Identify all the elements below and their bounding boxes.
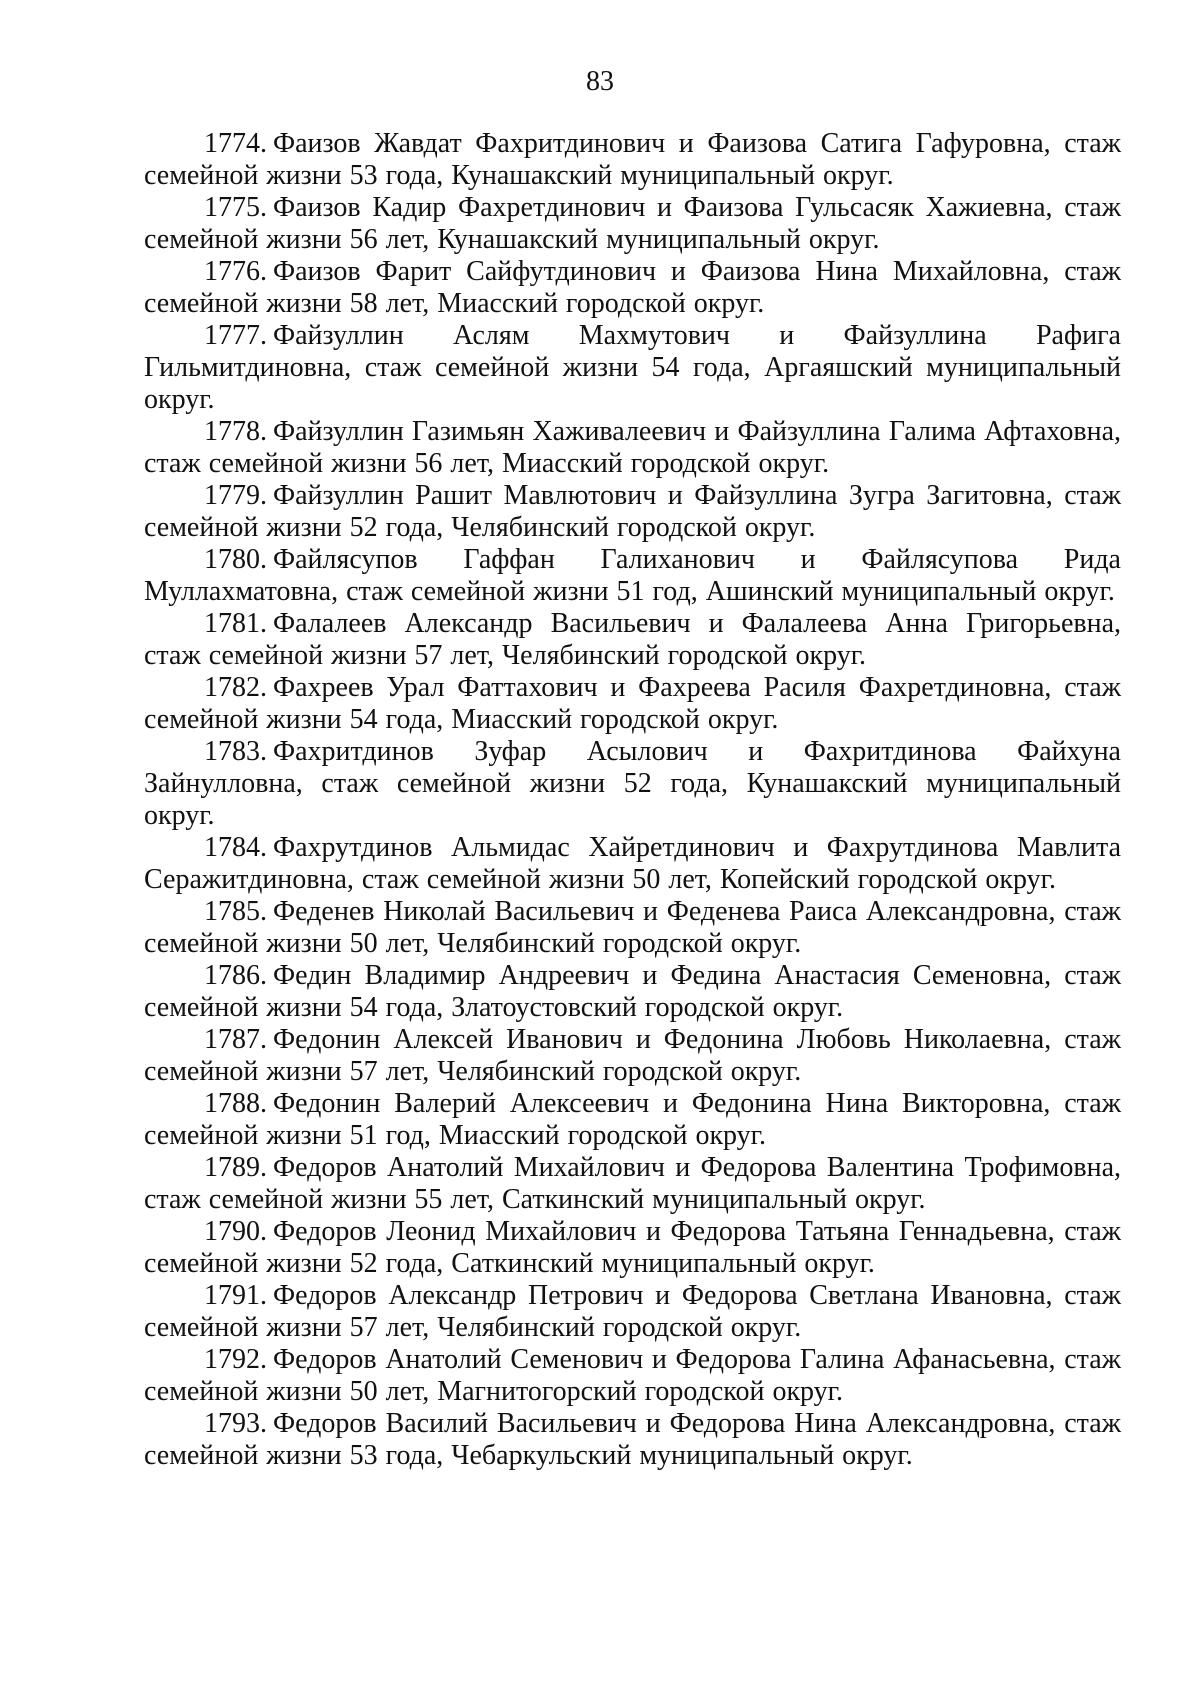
entry-number: 1786. [204, 960, 267, 991]
list-item [144, 1344, 1121, 1408]
entry-number: 1779. [204, 480, 267, 511]
entry-list [144, 128, 1121, 1472]
list-item [144, 128, 1121, 192]
list-item [144, 1024, 1121, 1088]
entry-number: 1793. [204, 1408, 267, 1439]
entry-text: Федоров Леонид Михайлович и Федорова Татьяна Геннадьевна, стаж семейной жизни 52 года, Саткинский муниципальный округ. [144, 1216, 1121, 1279]
entry-text: Файзуллин Газимьян Хаживалеевич и Файзуллина Галима Афтаховна, стаж семейной жизни 56 лет, Миасский городской округ. [144, 416, 1121, 479]
list-item [144, 256, 1121, 320]
entry-text: Фаизов Кадир Фахретдинович и Фаизова Гульсасяк Хажиевна, стаж семейной жизни 56 лет, Кунашакский муниципальный округ. [144, 192, 1121, 255]
entry-text: Фахрутдинов Альмидас Хайретдинович и Фахрутдинова Мавлита Серажитдиновна, стаж семейной жизни 50 лет, Копейский городской округ. [144, 832, 1121, 895]
entry-text: Федоров Василий Васильевич и Федорова Нина Александровна, стаж семейной жизни 53 года, Чебаркульский муниципальный округ. [144, 1408, 1121, 1471]
entry-number: 1777. [204, 320, 267, 351]
list-item [144, 544, 1121, 608]
list-item [144, 1216, 1121, 1280]
entry-number: 1791. [204, 1280, 267, 1311]
list-item [144, 480, 1121, 544]
entry-number: 1789. [204, 1152, 267, 1183]
entry-number: 1783. [204, 736, 267, 767]
list-item [144, 1280, 1121, 1344]
entry-number: 1787. [204, 1024, 267, 1055]
entry-text: Фалалеев Александр Васильевич и Фалалеева Анна Григорьевна, стаж семейной жизни 57 лет, Челябинский городской округ. [144, 608, 1121, 671]
entry-number: 1774. [204, 128, 267, 159]
entry-number: 1775. [204, 192, 267, 223]
entry-text: Фаизов Жавдат Фахритдинович и Фаизова Сатига Гафуровна, стаж семейной жизни 53 года, Кунашакский муниципальный округ. [144, 128, 1121, 191]
entry-text: Федонин Валерий Алексеевич и Федонина Нина Викторовна, стаж семейной жизни 51 год, Миасский городской округ. [144, 1088, 1121, 1151]
list-item [144, 608, 1121, 672]
entry-number: 1776. [204, 256, 267, 287]
entry-text: Файлясупов Гаффан Галиханович и Файлясупова Рида Муллахматовна, стаж семейной жизни 51 год, Ашинский муниципальный округ. [144, 544, 1121, 607]
entry-number: 1790. [204, 1216, 267, 1247]
list-item [144, 736, 1121, 832]
entry-number: 1792. [204, 1344, 267, 1375]
entry-number: 1781. [204, 608, 267, 639]
entry-number: 1780. [204, 544, 267, 575]
list-item [144, 672, 1121, 736]
list-item [144, 1152, 1121, 1216]
list-item [144, 192, 1121, 256]
entry-number: 1785. [204, 896, 267, 927]
entry-text: Фахреев Урал Фаттахович и Фахреева Расиля Фахретдиновна, стаж семейной жизни 54 года, Миасский городской округ. [144, 672, 1121, 735]
entry-text: Файзуллин Рашит Мавлютович и Файзуллина Зугра Загитовна, стаж семейной жизни 52 года, Челябинский городской округ. [144, 480, 1121, 543]
list-item [144, 416, 1121, 480]
entry-text: Файзуллин Аслям Махмутович и Файзуллина Рафига Гильмитдиновна, стаж семейной жизни 54 года, Аргаяшский муниципальный округ. [144, 320, 1121, 415]
entry-text: Федоров Александр Петрович и Федорова Светлана Ивановна, стаж семейной жизни 57 лет, Челябинский городской округ. [144, 1280, 1121, 1343]
list-item [144, 896, 1121, 960]
page-number: 83 [586, 66, 614, 97]
list-item [144, 1088, 1121, 1152]
entry-number: 1788. [204, 1088, 267, 1119]
list-item [144, 832, 1121, 896]
entry-number: 1778. [204, 416, 267, 447]
entry-text: Фаизов Фарит Сайфутдинович и Фаизова Нина Михайловна, стаж семейной жизни 58 лет, Миасский городской округ. [144, 256, 1121, 319]
entry-text: Фахритдинов Зуфар Асылович и Фахритдинова Файхуна Зайнулловна, стаж семейной жизни 52 года, Кунашакский муниципальный округ. [144, 736, 1121, 831]
entry-number: 1782. [204, 672, 267, 703]
entry-text: Федоров Анатолий Семенович и Федорова Галина Афанасьевна, стаж семейной жизни 50 лет, Магнитогорский городской округ. [144, 1344, 1121, 1407]
list-item [144, 1408, 1121, 1472]
entry-text: Феденев Николай Васильевич и Феденева Раиса Александровна, стаж семейной жизни 50 лет, Челябинский городской округ. [144, 896, 1121, 959]
entry-text: Федин Владимир Андреевич и Федина Анастасия Семеновна, стаж семейной жизни 54 года, Златоустовский городской округ. [144, 960, 1121, 1023]
list-item [144, 320, 1121, 416]
entry-text: Федоров Анатолий Михайлович и Федорова Валентина Трофимовна, стаж семейной жизни 55 лет, Саткинский муниципальный округ. [144, 1152, 1121, 1215]
entry-text: Федонин Алексей Иванович и Федонина Любовь Николаевна, стаж семейной жизни 57 лет, Челябинский городской округ. [144, 1024, 1121, 1087]
entry-number: 1784. [204, 832, 267, 863]
list-item [144, 960, 1121, 1024]
